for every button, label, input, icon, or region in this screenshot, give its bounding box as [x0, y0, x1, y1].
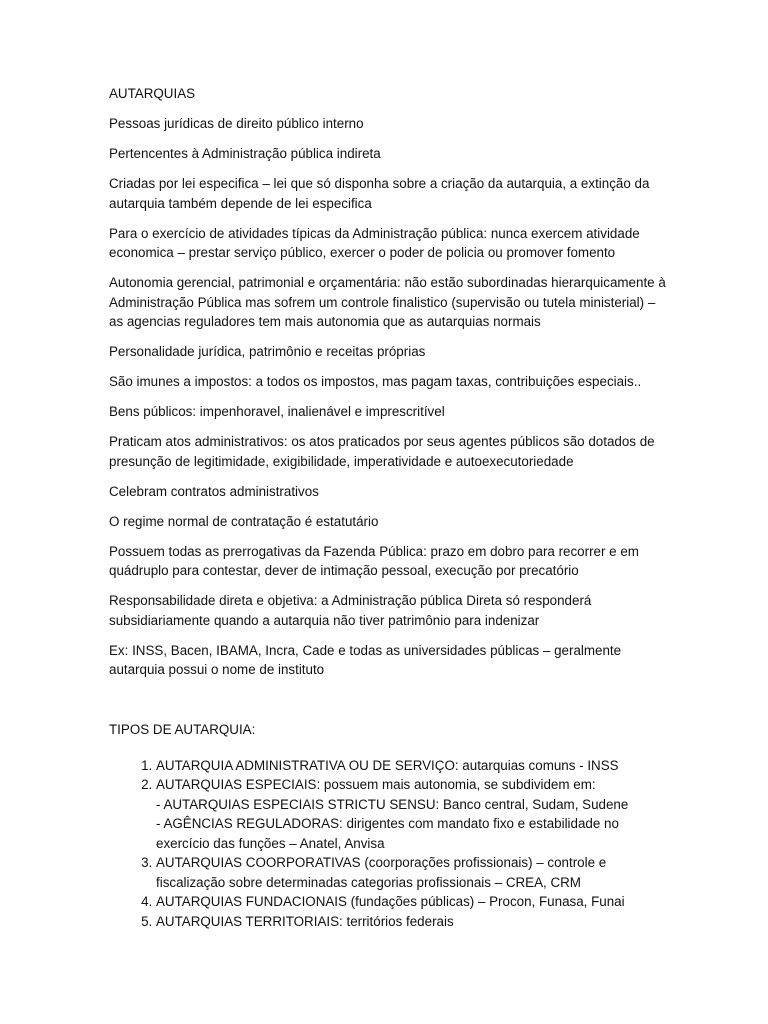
paragraph: Criadas por lei especifica – lei que só disponha sobre a criação da autarquia, a extinção da autarquia também depende de lei especifica	[109, 176, 650, 211]
list-item	[156, 912, 669, 932]
paragraph: Personalidade jurídica, patrimônio e receitas próprias	[109, 344, 426, 359]
paragraph: Celebram contratos administrativos	[109, 483, 319, 499]
types-list	[109, 756, 669, 932]
section-spacer	[109, 690, 669, 720]
list-item-text: AUTARQUIAS COORPORATIVAS (coorporações profissionais) – controle e fiscalização sobre determinadas categorias profissionais – CREA, CRM	[156, 855, 607, 890]
list-item	[156, 853, 669, 892]
paragraph: São imunes a impostos: a todos os impostos, mas pagam taxas, contribuições especiais..	[109, 374, 642, 389]
paragraph: Pessoas jurídicas de direito público interno	[109, 116, 364, 131]
types-heading: TIPOS DE AUTARQUIA:	[109, 722, 256, 737]
list-subitem: - AUTARQUIAS ESPECIAIS STRICTU SENSU: Banco central, Sudam, Sudene	[156, 796, 629, 812]
list-item	[156, 892, 669, 912]
list-item-text: AUTARQUIAS FUNDACIONAIS (fundações públicas) – Procon, Funasa, Funai	[156, 894, 625, 909]
paragraph: Pertencentes à Administração pública indireta	[109, 146, 381, 161]
paragraph: Responsabilidade direta e objetiva: a Administração pública Direta só responderá subsidiariamente quando a autarquia não tiver patrimônio para indenizar	[109, 593, 592, 628]
list-item-text: AUTARQUIAS ESPECIAIS: possuem mais autonomia, se subdividem em:	[156, 777, 596, 792]
paragraph: O regime normal de contratação é estatutário	[109, 513, 379, 529]
list-subitem: - AGÊNCIAS REGULADORAS: dirigentes com mandato fixo e estabilidade no exercício das funções – Anatel, Anvisa	[156, 816, 619, 851]
document-title: AUTARQUIAS	[109, 86, 196, 101]
list-item	[156, 775, 669, 853]
paragraph: Praticam atos administrativos: os atos praticados por seus agentes públicos são dotados de presunção de legitimidade, exigibilidade, imperatividade e autoexecutoriedade	[109, 434, 655, 469]
list-item-text: AUTARQUIA ADMINISTRATIVA OU DE SERVIÇO: autarquias comuns - INSS	[156, 757, 619, 773]
paragraph: Bens públicos: impenhoravel, inalienável e imprescritível	[109, 404, 445, 419]
paragraph: Autonomia gerencial, patrimonial e orçamentária: não estão subordinadas hierarquicamente à Administração Pública mas sofrem um controle finalistico (supervisão ou tutela ministerial) – as agencias reguladores tem mais autonomia que as autarquias normais	[109, 275, 666, 329]
paragraph: Possuem todas as prerrogativas da Fazenda Pública: prazo em dobro para recorrer e em quádruplo para contestar, dever de intimação pessoal, execução por precatório	[109, 543, 639, 578]
list-item-text: AUTARQUIAS TERRITORIAIS: territórios federais	[156, 913, 454, 929]
document-page	[109, 84, 669, 931]
list-item	[156, 756, 669, 776]
paragraph: Para o exercício de atividades típicas da Administração pública: nunca exercem atividade economica – prestar serviço público, exercer o poder de policia ou promover fomento	[109, 225, 640, 260]
paragraph: Ex: INSS, Bacen, IBAMA, Incra, Cade e todas as universidades públicas – geralmente autarquia possui o nome de instituto	[109, 642, 622, 677]
